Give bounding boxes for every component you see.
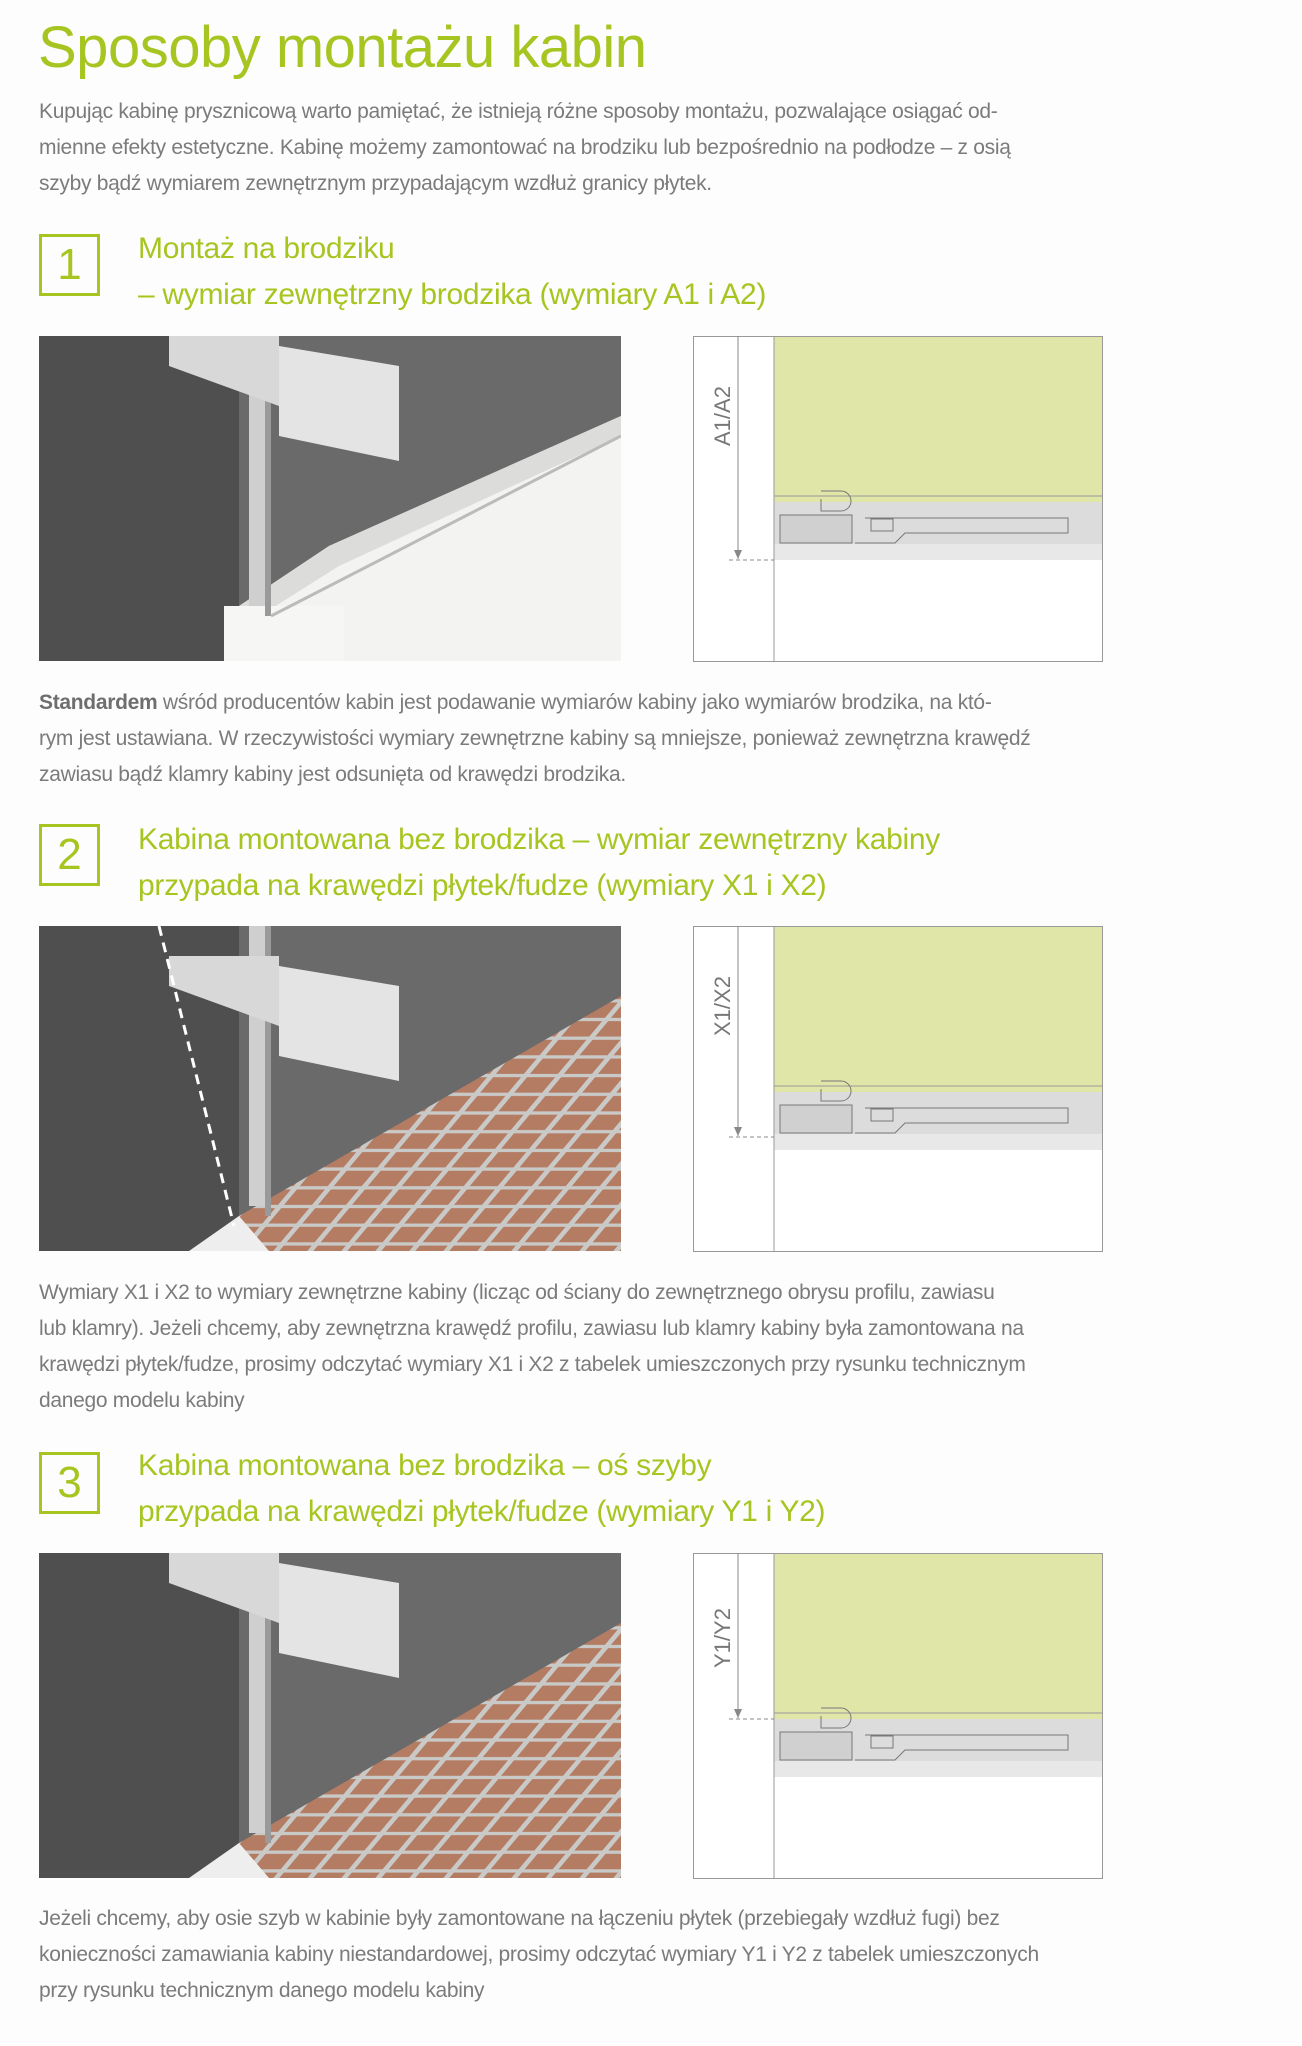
paragraph-line: Jeżeli chcemy, aby osie szyb w kabinie były zamontowane na łączeniu płytek (przebiegały wzdłuż fugi) bez — [39, 1907, 1000, 1930]
section-heading — [138, 1443, 825, 1535]
heading-line: przypada na krawędzi płytek/fudze (wymiary Y1 i Y2) — [138, 1495, 826, 1528]
intro-line: mienne efekty estetyczne. Kabinę możemy zamontować na brodziku lub bezpośrednio na podłodze – z osią — [39, 136, 1011, 159]
paragraph-line: danego modelu kabiny — [39, 1389, 245, 1412]
heading-line: – wymiar zewnętrzny brodzika (wymiary A1 i A2) — [138, 278, 767, 311]
technical-diagram — [693, 336, 1103, 662]
photo-installation-glass-axis — [39, 1553, 621, 1878]
heading-line: Montaż na brodziku — [138, 232, 395, 265]
heading-line: przypada na krawędzi płytek/fudze (wymiary X1 i X2) — [138, 869, 827, 902]
section-heading — [138, 817, 940, 909]
photo-installation-on-tray — [39, 336, 621, 661]
paragraph-line: konieczności zamawiania kabiny niestandardowej, prosimy odczytać wymiary Y1 i Y2 z tabelek umieszczonych — [39, 1943, 1039, 1966]
section-paragraph — [39, 1901, 1039, 2009]
dimension-label: Y1/Y2 — [710, 1608, 735, 1668]
section-number-badge: 2 — [39, 824, 100, 886]
section-heading — [138, 226, 766, 318]
photo-installation-outer-edge — [39, 926, 621, 1251]
paragraph-line: Wymiary X1 i X2 to wymiary zewnętrzne kabiny (licząc od ściany do zewnętrznego obrysu profilu, zawiasu — [39, 1281, 995, 1304]
paragraph-line: lub klamry). Jeżeli chcemy, aby zewnętrzna krawędź profilu, zawiasu lub klamry kabiny była zamontowana na — [39, 1317, 1024, 1340]
paragraph-line: przy rysunku technicznym danego modelu kabiny — [39, 1979, 485, 2002]
paragraph-line — [39, 685, 1030, 721]
section-paragraph — [39, 1275, 1026, 1419]
heading-line: Kabina montowana bez brodzika – wymiar zewnętrzny kabiny — [138, 823, 940, 856]
dimension-label: X1/X2 — [710, 976, 735, 1036]
bold-term: Standardem — [39, 691, 158, 714]
technical-diagram — [693, 1553, 1103, 1879]
paragraph-line: rym jest ustawiana. W rzeczywistości wymiary zewnętrzne kabiny są mniejsze, ponieważ zewnętrzna krawędź — [39, 727, 1031, 750]
intro-line: Kupując kabinę prysznicową warto pamiętać, że istnieją różne sposoby montażu, pozwalające osiągać od- — [39, 100, 998, 123]
intro-line: szyby bądź wymiarem zewnętrznym przypadającym wzdłuż granicy płytek. — [39, 172, 712, 195]
dimension-label: A1/A2 — [710, 386, 735, 446]
technical-diagram — [693, 926, 1103, 1252]
section-paragraph — [39, 685, 1030, 793]
text: wśród producentów kabin jest podawanie wymiarów kabiny jako wymiarów brodzika, na któ- — [157, 691, 992, 714]
heading-line: Kabina montowana bez brodzika – oś szyby — [138, 1449, 712, 1482]
paragraph-line: krawędzi płytek/fudze, prosimy odczytać wymiary X1 i X2 z tabelek umieszczonych przy rysunku technicznym — [39, 1353, 1026, 1376]
paragraph-line: zawiasu bądź klamry kabiny jest odsunięta od krawędzi brodzika. — [39, 763, 626, 786]
section-number-badge: 1 — [39, 234, 100, 296]
page-title: Sposoby montażu kabin — [38, 15, 647, 80]
intro-paragraph — [39, 94, 1011, 202]
section-number-badge: 3 — [39, 1452, 100, 1514]
